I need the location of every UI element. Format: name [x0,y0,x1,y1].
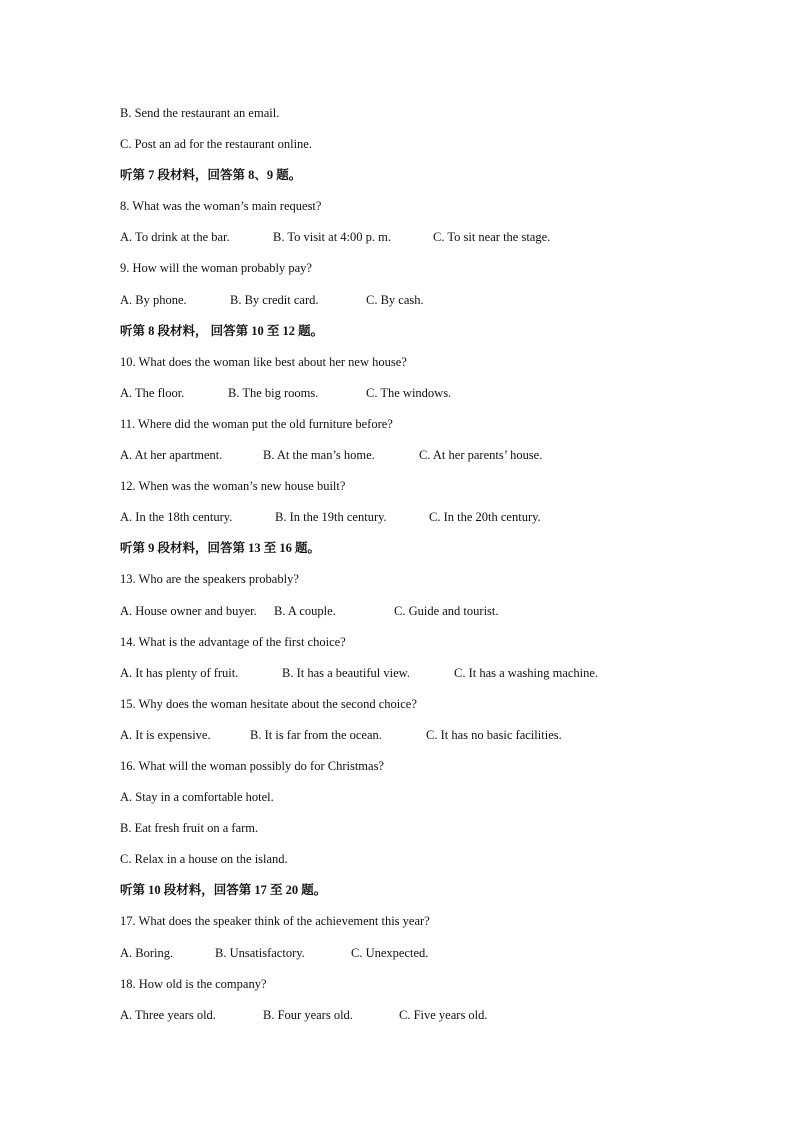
question-16: 16. What will the woman possibly do for Christmas? [120,758,384,773]
option-c: C. It has no basic facilities. [426,727,562,742]
exam-page [120,102,740,1035]
option-a: A. Three years old. [120,1007,216,1022]
question-10: 10. What does the woman like best about her new house? [120,354,407,369]
options-17 [120,942,740,973]
question-9: 9. How will the woman probably pay? [120,261,312,276]
option-a: A. House owner and buyer. [120,603,257,618]
options-18 [120,1004,740,1035]
question-15: 15. Why does the woman hesitate about the second choice? [120,696,417,711]
option-b: B. It is far from the ocean. [250,727,382,742]
section-heading: 听第 7 段材料，回答第 8、9 题。 [120,168,302,183]
option-line: C. Post an ad for the restaurant online. [120,137,312,152]
option-b: B. It has a beautiful view. [282,665,410,680]
option-c: C. By cash. [366,292,424,307]
option-a: A. At her apartment. [120,448,223,463]
option-b: B. In the 19th century. [275,510,387,525]
option-c: C. The windows. [366,385,452,400]
question-13: 13. Who are the speakers probably? [120,572,299,587]
option-a: A. It has plenty of fruit. [120,665,239,680]
option-a: A. By phone. [120,292,187,307]
option-c: C. Five years old. [399,1007,488,1022]
option-c: C. At her parents’ house. [419,448,543,463]
options-12 [120,506,740,537]
question-11: 11. Where did the woman put the old furniture before? [120,416,393,431]
section-heading: 听第 8 段材料， 回答第 10 至 12 题。 [120,323,324,338]
option-a: A. It is expensive. [120,727,211,742]
question-12: 12. When was the woman’s new house built? [120,479,346,494]
option-b: B. By credit card. [230,292,319,307]
option-a: A. The floor. [120,385,185,400]
option-b: B. Four years old. [263,1007,353,1022]
options-8 [120,226,740,257]
option-c: C. It has a washing machine. [454,665,599,680]
option-b: B. At the man’s home. [263,448,375,463]
option-c: C. Relax in a house on the island. [120,852,288,867]
option-c: C. Unexpected. [351,945,429,960]
option-c: C. Guide and tourist. [394,603,499,618]
option-b: B. To visit at 4:00 p. m. [273,230,391,245]
option-c: C. In the 20th century. [429,510,541,525]
options-10 [120,382,740,413]
option-b: B. Unsatisfactory. [215,945,305,960]
option-a: A. To drink at the bar. [120,230,230,245]
option-line: B. Send the restaurant an email. [120,106,280,120]
options-13 [120,600,740,631]
question-18: 18. How old is the company? [120,976,267,991]
question-8: 8. What was the woman’s main request? [120,199,322,214]
option-b: B. The big rooms. [228,385,319,400]
option-a: A. Stay in a comfortable hotel. [120,790,274,805]
option-a: A. Boring. [120,945,174,960]
options-15 [120,724,740,755]
option-c: C. To sit near the stage. [433,230,551,245]
option-a: A. In the 18th century. [120,510,233,525]
options-9 [120,289,740,320]
section-heading: 听第 10 段材料，回答第 17 至 20 题。 [120,883,327,898]
options-11 [120,444,740,475]
section-heading: 听第 9 段材料，回答第 13 至 16 题。 [120,541,321,556]
options-14 [120,662,740,693]
option-b: B. A couple. [274,603,336,618]
question-14: 14. What is the advantage of the first choice? [120,634,346,649]
option-b: B. Eat fresh fruit on a farm. [120,821,259,836]
question-17: 17. What does the speaker think of the achievement this year? [120,914,430,929]
